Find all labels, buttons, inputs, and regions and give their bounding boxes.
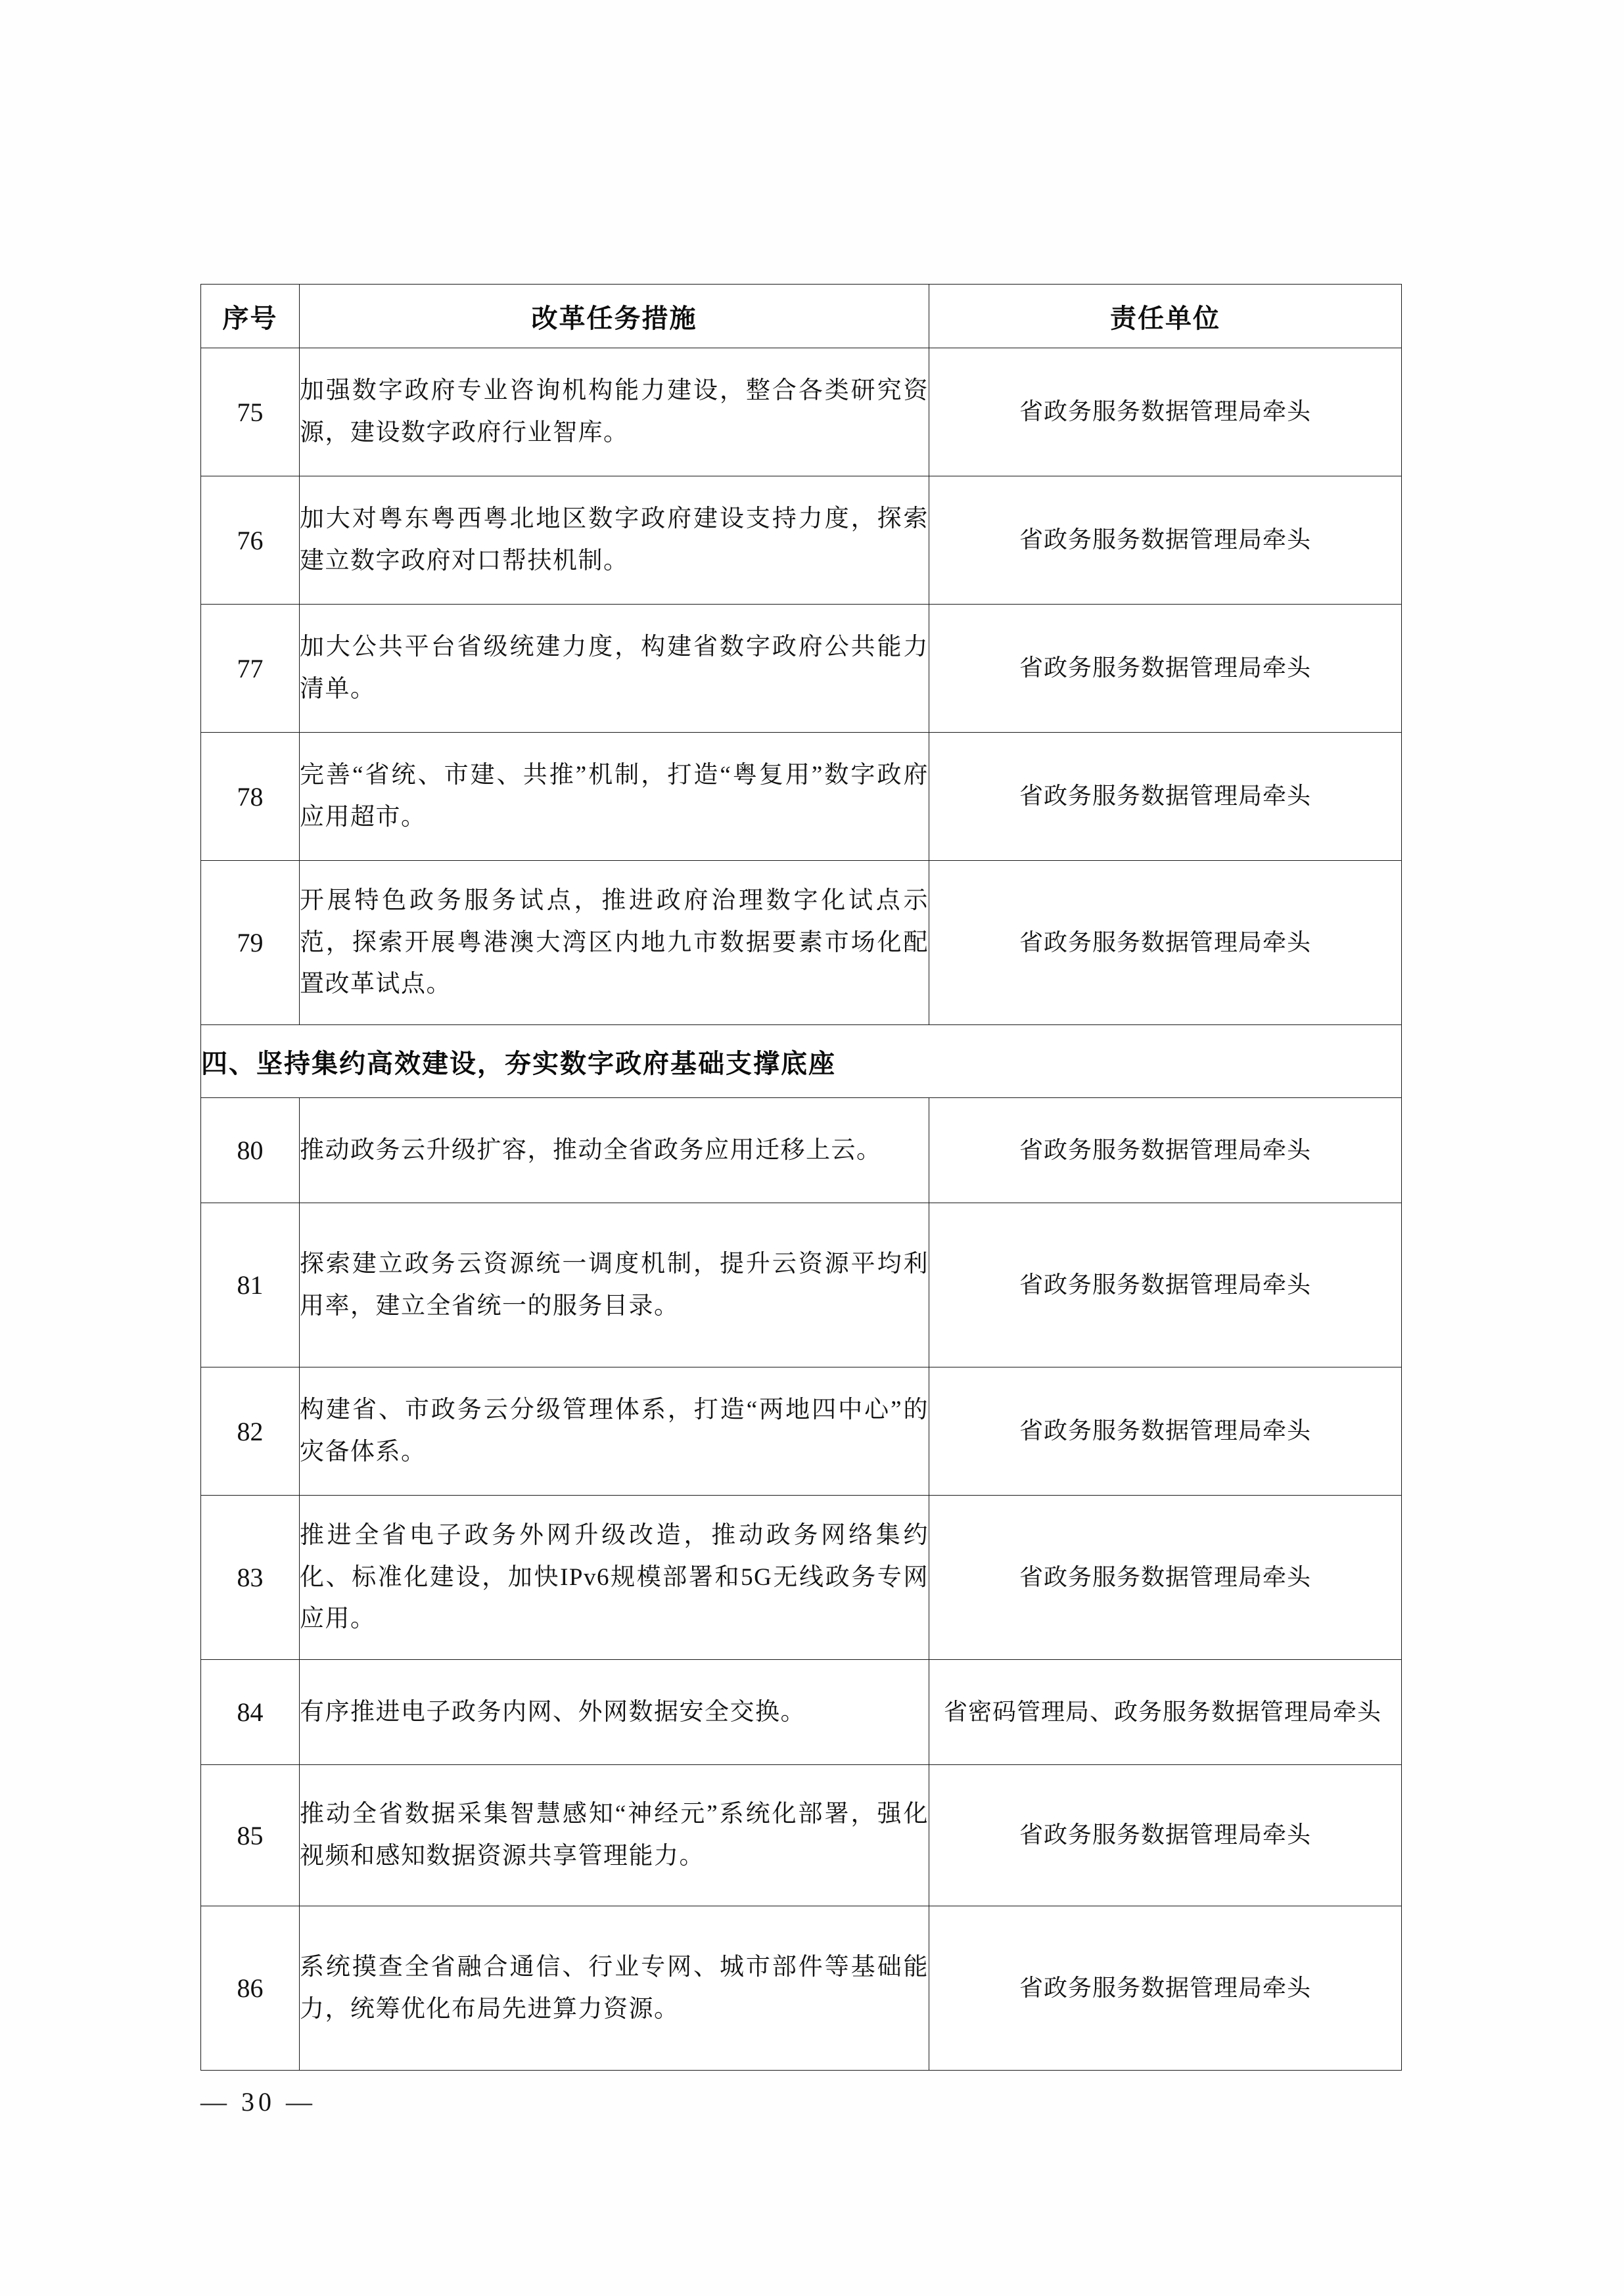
table-row bbox=[201, 1496, 1402, 1660]
row-task-cell: 探索建立政务云资源统一调度机制，提升云资源平均利用率，建立全省统一的服务目录。 bbox=[300, 1203, 929, 1367]
row-unit-cell: 省政务服务数据管理局牵头 bbox=[929, 1765, 1402, 1906]
row-unit-cell: 省政务服务数据管理局牵头 bbox=[929, 861, 1402, 1025]
row-unit-cell: 省政务服务数据管理局牵头 bbox=[929, 1906, 1402, 2071]
table-header-row bbox=[201, 285, 1402, 348]
row-task-cell: 推进全省电子政务外网升级改造，推动政务网络集约化、标准化建设，加快IPv6规模部署和5G无线政务专网应用。 bbox=[300, 1496, 929, 1660]
table-row bbox=[201, 1203, 1402, 1367]
reform-task-table-container bbox=[200, 284, 1401, 2071]
reform-task-table bbox=[200, 284, 1402, 2071]
row-task-cell: 加大公共平台省级统建力度，构建省数字政府公共能力清单。 bbox=[300, 605, 929, 733]
row-unit-cell: 省政务服务数据管理局牵头 bbox=[929, 1367, 1402, 1496]
section-heading-text: 四、坚持集约高效建设，夯实数字政府基础支撑底座 bbox=[201, 1025, 1402, 1098]
row-unit-cell: 省政务服务数据管理局牵头 bbox=[929, 1496, 1402, 1660]
row-task-cell: 推动全省数据采集智慧感知“神经元”系统化部署，强化视频和感知数据资源共享管理能力。 bbox=[300, 1765, 929, 1906]
row-unit-cell: 省政务服务数据管理局牵头 bbox=[929, 1098, 1402, 1203]
row-unit-cell: 省政务服务数据管理局牵头 bbox=[929, 605, 1402, 733]
row-index-cell: 84 bbox=[201, 1660, 300, 1765]
table-row bbox=[201, 733, 1402, 861]
row-task-cell: 有序推进电子政务内网、外网数据安全交换。 bbox=[300, 1660, 929, 1765]
row-index-cell: 86 bbox=[201, 1906, 300, 2071]
table-row bbox=[201, 1098, 1402, 1203]
row-unit-cell: 省密码管理局、政务服务数据管理局牵头 bbox=[929, 1660, 1402, 1765]
row-task-cell: 开展特色政务服务试点，推进政府治理数字化试点示范，探索开展粤港澳大湾区内地九市数据要素市场化配置改革试点。 bbox=[300, 861, 929, 1025]
row-task-cell: 构建省、市政务云分级管理体系，打造“两地四中心”的灾备体系。 bbox=[300, 1367, 929, 1496]
table-row bbox=[201, 476, 1402, 605]
row-index-cell: 78 bbox=[201, 733, 300, 861]
section-heading-row bbox=[201, 1025, 1402, 1098]
row-task-cell: 系统摸查全省融合通信、行业专网、城市部件等基础能力，统筹优化布局先进算力资源。 bbox=[300, 1906, 929, 2071]
table-row bbox=[201, 348, 1402, 476]
row-index-cell: 82 bbox=[201, 1367, 300, 1496]
row-index-cell: 81 bbox=[201, 1203, 300, 1367]
table-row bbox=[201, 1367, 1402, 1496]
page-number: — 30 — bbox=[200, 2087, 316, 2117]
row-unit-cell: 省政务服务数据管理局牵头 bbox=[929, 348, 1402, 476]
row-index-cell: 80 bbox=[201, 1098, 300, 1203]
table-row bbox=[201, 1765, 1402, 1906]
column-header-unit: 责任单位 bbox=[929, 285, 1402, 348]
row-index-cell: 83 bbox=[201, 1496, 300, 1660]
row-index-cell: 77 bbox=[201, 605, 300, 733]
column-header-task: 改革任务措施 bbox=[300, 285, 929, 348]
row-index-cell: 75 bbox=[201, 348, 300, 476]
row-index-cell: 85 bbox=[201, 1765, 300, 1906]
table-row bbox=[201, 605, 1402, 733]
row-index-cell: 76 bbox=[201, 476, 300, 605]
row-unit-cell: 省政务服务数据管理局牵头 bbox=[929, 476, 1402, 605]
table-row bbox=[201, 1660, 1402, 1765]
table-row bbox=[201, 861, 1402, 1025]
row-unit-cell: 省政务服务数据管理局牵头 bbox=[929, 733, 1402, 861]
row-task-cell: 完善“省统、市建、共推”机制，打造“粤复用”数字政府应用超市。 bbox=[300, 733, 929, 861]
row-index-cell: 79 bbox=[201, 861, 300, 1025]
row-unit-cell: 省政务服务数据管理局牵头 bbox=[929, 1203, 1402, 1367]
column-header-index: 序号 bbox=[201, 285, 300, 348]
row-task-cell: 加强数字政府专业咨询机构能力建设，整合各类研究资源，建设数字政府行业智库。 bbox=[300, 348, 929, 476]
row-task-cell: 加大对粤东粤西粤北地区数字政府建设支持力度，探索建立数字政府对口帮扶机制。 bbox=[300, 476, 929, 605]
table-row bbox=[201, 1906, 1402, 2071]
row-task-cell: 推动政务云升级扩容，推动全省政务应用迁移上云。 bbox=[300, 1098, 929, 1203]
